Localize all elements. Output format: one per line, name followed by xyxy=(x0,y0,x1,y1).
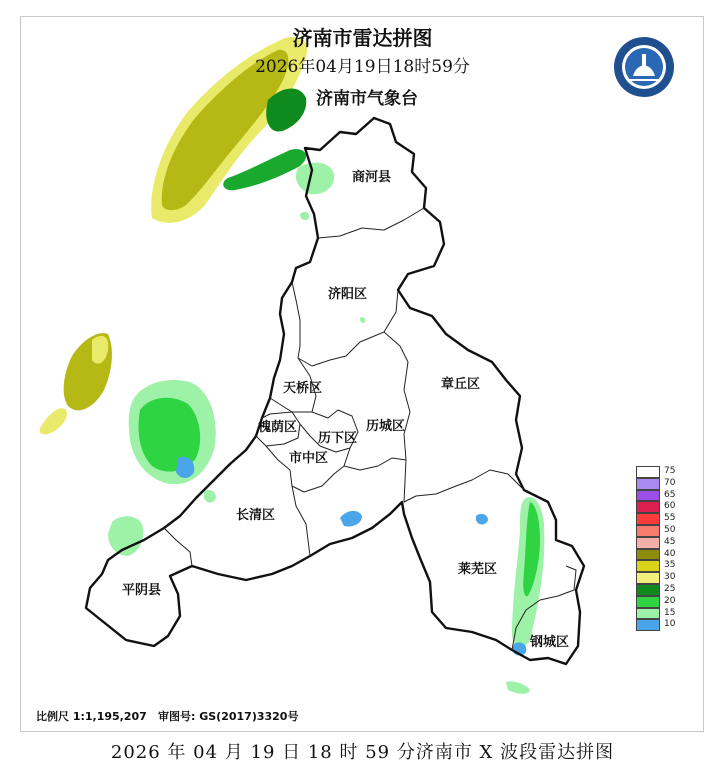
boundary-zhangqiu-laiwu xyxy=(404,470,524,502)
echo-west-dot xyxy=(204,490,216,503)
echo-laiwu-blue xyxy=(476,514,488,525)
legend-level-label: 40 xyxy=(664,548,676,559)
district-label-licheng: 历城区 xyxy=(366,419,406,434)
map-datetime: 2026年04月19日18时59分 xyxy=(255,57,470,77)
district-label-jiyang: 济阳区 xyxy=(328,287,368,302)
legend-swatch xyxy=(636,513,660,525)
legend-level-label: 60 xyxy=(664,501,676,512)
district-label-lixia: 历下区 xyxy=(318,431,358,446)
district-label-gangcheng: 钢城区 xyxy=(530,635,570,650)
echo-west-small xyxy=(108,516,143,556)
legend-level-label: 50 xyxy=(664,524,676,535)
district-label-shizhong: 市中区 xyxy=(289,451,329,466)
echo-band-north-light xyxy=(296,163,334,195)
boundary-changqing-east xyxy=(292,486,310,556)
echo-licheng-blue xyxy=(340,511,362,527)
legend-level-label: 55 xyxy=(664,513,676,524)
legend-swatch xyxy=(636,608,660,620)
district-label-shanghe: 商河县 xyxy=(352,170,392,185)
reflectivity-legend xyxy=(636,466,660,631)
figure-caption: 2026 年 04 月 19 日 18 时 59 分济南市 X 波段雷达拼图 xyxy=(110,742,615,763)
boundary-changqing-pingyin xyxy=(164,528,192,566)
district-label-laiwu: 莱芜区 xyxy=(458,562,498,577)
legend-swatch xyxy=(636,596,660,608)
organization-name: 济南市气象台 xyxy=(316,89,418,109)
legend-swatch xyxy=(636,478,660,490)
legend-level-label: 10 xyxy=(664,619,676,630)
legend-swatch xyxy=(636,572,660,584)
map-scale: 比例尺 1:1,195,207 xyxy=(36,710,147,723)
legend-level-label: 65 xyxy=(664,489,676,500)
legend-level-label: 20 xyxy=(664,595,676,606)
legend-swatch xyxy=(636,490,660,502)
legend-level-label: 15 xyxy=(664,607,676,618)
echo-north-dot xyxy=(300,212,309,220)
legend-swatch xyxy=(636,537,660,549)
boundary-licheng-inner xyxy=(344,458,406,470)
boundary-shanghe-jiyang xyxy=(318,208,424,238)
echo-jiyang-dot xyxy=(360,317,365,323)
legend-level-label: 35 xyxy=(664,560,676,571)
legend-swatch xyxy=(636,549,660,561)
district-label-pingyin: 平阴县 xyxy=(122,583,162,598)
legend-swatch xyxy=(636,466,660,478)
district-label-huaiyin: 槐荫区 xyxy=(258,420,298,435)
radar-echoes xyxy=(39,37,544,694)
legend-level-label: 25 xyxy=(664,583,676,594)
legend-swatch xyxy=(636,525,660,537)
echo-west-island-tail xyxy=(39,408,66,434)
legend-level-label: 75 xyxy=(664,466,676,476)
reflectivity-legend-labels xyxy=(664,466,675,631)
legend-swatch xyxy=(636,619,660,631)
district-label-tianqiao: 天桥区 xyxy=(283,381,323,396)
district-label-zhangqiu: 章丘区 xyxy=(441,377,481,392)
legend-level-label: 45 xyxy=(664,536,676,547)
district-label-changqing: 长清区 xyxy=(236,508,276,523)
legend-swatch xyxy=(636,560,660,572)
meteorological-bureau-logo xyxy=(613,36,675,98)
legend-swatch xyxy=(636,501,660,513)
map-title: 济南市雷达拼图 xyxy=(292,26,433,50)
legend-swatch xyxy=(636,584,660,596)
legend-level-label: 30 xyxy=(664,572,676,583)
boundary-jiyang-south xyxy=(292,282,300,358)
legend-level-label: 70 xyxy=(664,477,676,488)
map-approval-number: 审图号: GS(2017)3320号 xyxy=(158,710,299,723)
echo-south-tail xyxy=(506,681,530,693)
